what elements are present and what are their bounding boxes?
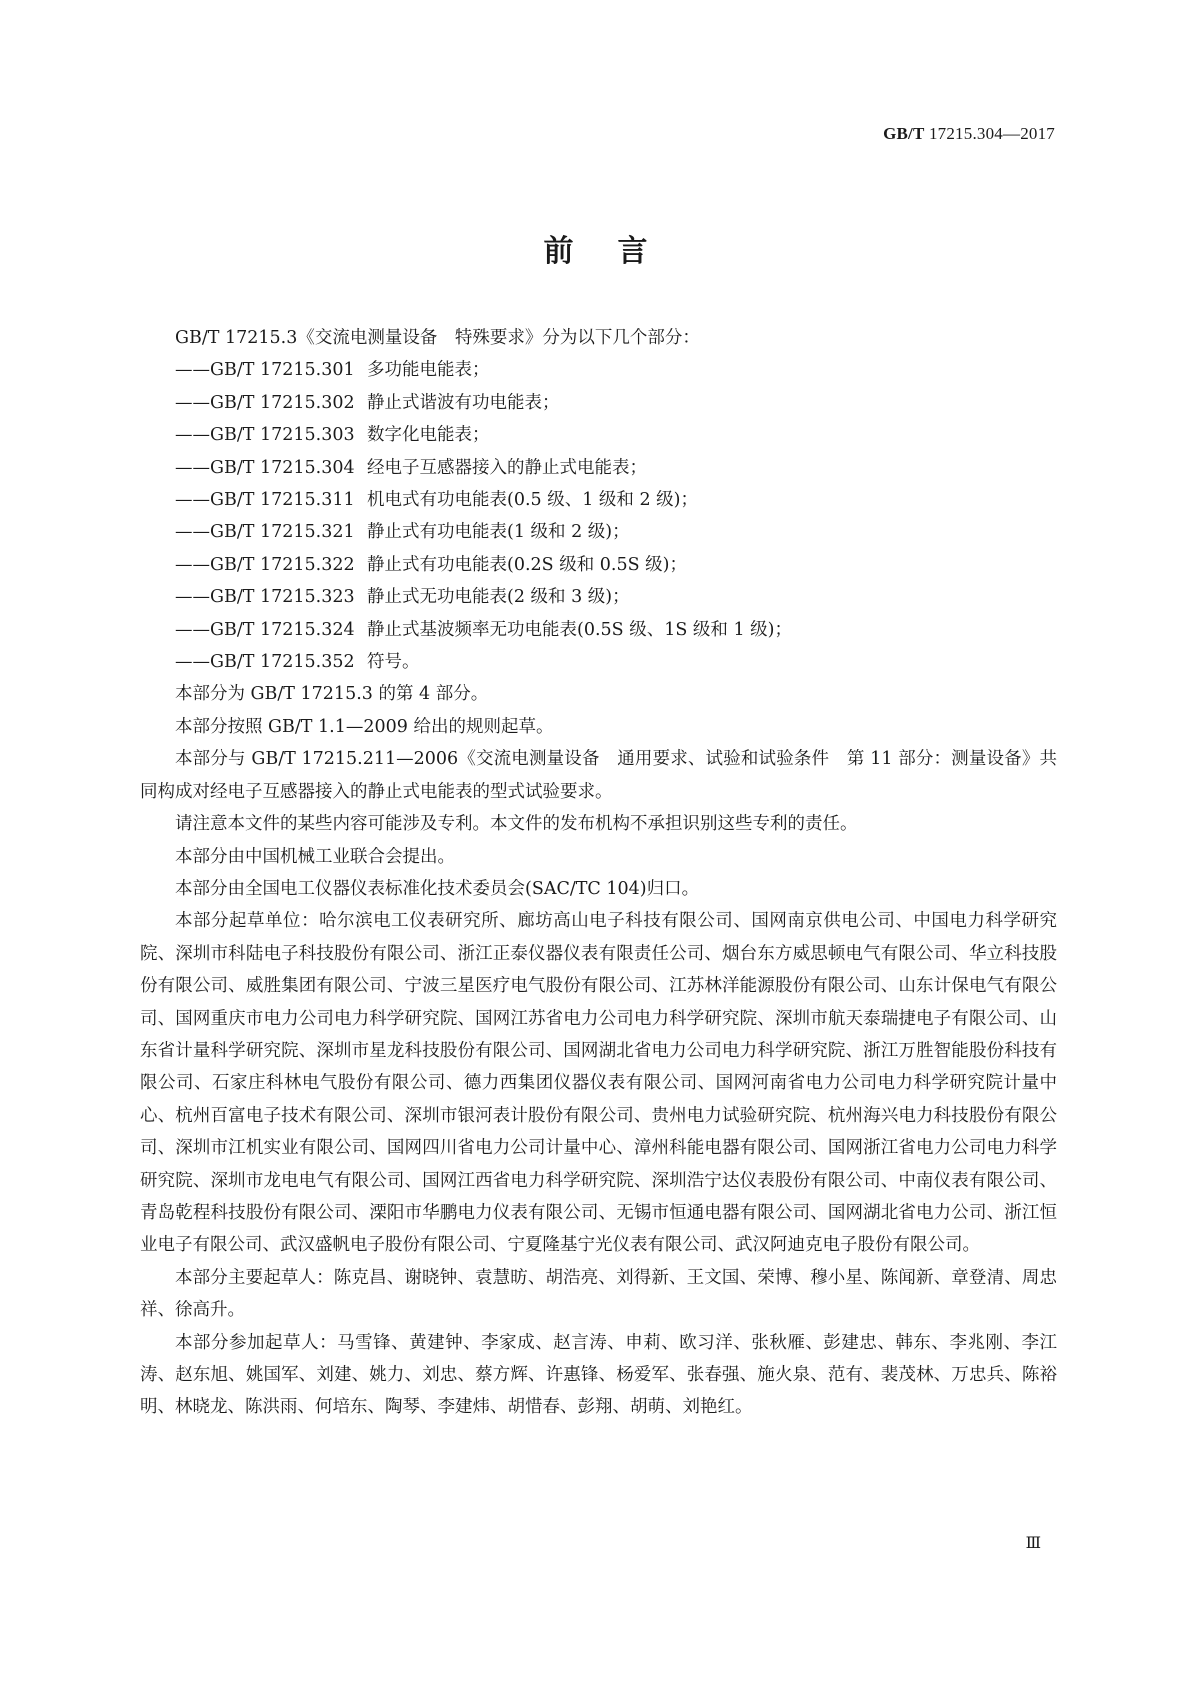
part-code: ——GB/T 17215.303: [175, 425, 355, 446]
part-list-item: [140, 419, 1057, 451]
part-list-item: [140, 354, 1057, 386]
part-code: ——GB/T 17215.352: [175, 652, 355, 673]
participating-drafters-paragraph: 本部分参加起草人：马雪锋、黄建钟、李家成、赵言涛、申莉、欧习洋、张秋雁、彭建忠、韩东、李兆刚、李江涛、赵东旭、姚国军、刘建、姚力、刘忠、蔡方辉、许惠锋、杨爱军、张春强、施火泉、范有、裴茂林、万忠兵、陈裕明、林晓龙、陈洪雨、何培东、陶琴、李建炜、胡惜春、彭翔、胡萌、刘艳红。: [140, 1332, 1057, 1418]
part-list-item: [140, 549, 1057, 581]
page-number: Ⅲ: [1025, 1535, 1041, 1552]
part-desc: 经电子互感器接入的静止式电能表；: [367, 457, 647, 478]
page-title: 前言: [543, 234, 692, 269]
part-desc: 静止式无功电能表(2 级和 3 级)；: [367, 587, 630, 608]
part-number-paragraph: 本部分为 GB/T 17215.3 的第 4 部分。: [175, 684, 489, 705]
part-list-item: [140, 646, 1057, 678]
part-desc: 多功能电能表；: [367, 360, 490, 381]
part-code: ——GB/T 17215.302: [175, 392, 355, 413]
part-list-item: [140, 452, 1057, 484]
part-list-item: [140, 581, 1057, 613]
part-desc: 数字化电能表；: [367, 425, 490, 446]
part-list-item: [140, 614, 1057, 646]
committee-paragraph: 本部分由全国电工仪器仪表标准化技术委员会(SAC/TC 104)归口。: [175, 878, 700, 899]
intro-paragraph: GB/T 17215.3《交流电测量设备 特殊要求》分为以下几个部分：: [175, 328, 700, 348]
part-list-item: [140, 516, 1057, 548]
proposer-paragraph: 本部分由中国机械工业联合会提出。: [175, 846, 455, 867]
standard-number: 17215.304—2017: [924, 124, 1055, 143]
drafting-rules-paragraph: 本部分按照 GB/T 1.1—2009 给出的规则起草。: [175, 716, 554, 737]
part-desc: 机电式有功电能表(0.5 级、1 级和 2 级)；: [367, 490, 699, 511]
part-list-item: [140, 484, 1057, 516]
part-desc: 静止式基波频率无功电能表(0.5S 级、1S 级和 1 级)；: [367, 619, 792, 640]
drafting-units-paragraph: 本部分起草单位：哈尔滨电工仪表研究所、廊坊高山电子科技有限公司、国网南京供电公司、中国电力科学研究院、深圳市科陆电子科技股份有限公司、浙江正泰仪器仪表有限责任公司、烟台东方威思顿电气有限公司、华立科技股份有限公司、威胜集团有限公司、宁波三星医疗电气股份有限公司、江苏林洋能源股份有限公司、山东计保电气有限公司、国网重庆市电力公司电力科学研究院、国网江苏省电力公司电力科学研究院、深圳市航天泰瑞捷电子有限公司、山东省计量科学研究院、深圳市星龙科技股份有限公司、国网湖北省电力公司电力科学研究院、浙江万胜智能股份科技有限公司、石家庄科林电气股份有限公司、德力西集团仪器仪表有限公司、国网河南省电力公司电力科学研究院计量中心、杭州百富电子技术有限公司、深圳市银河表计股份有限公司、贵州电力试验研究院、杭州海兴电力科技股份有限公司、深圳市江机实业有限公司、国网四川省电力公司计量中心、漳州科能电器有限公司、国网浙江省电力公司电力科学研究院、深圳市龙电电气有限公司、国网江西省电力科学研究院、深圳浩宁达仪表股份有限公司、中南仪表有限公司、青岛乾程科技股份有限公司、溧阳市华鹏电力仪表有限公司、无锡市恒通电器有限公司、国网湖北省电力公司、浙江恒业电子有限公司、武汉盛帆电子股份有限公司、宁夏隆基宁光仪表有限公司、武汉阿迪克电子股份有限公司。: [140, 911, 1057, 1256]
part-list-item: [140, 387, 1057, 419]
patent-notice-paragraph: 请注意本文件的某些内容可能涉及专利。本文件的发布机构不承担识别这些专利的责任。: [175, 814, 858, 835]
part-code: ——GB/T 17215.311: [175, 490, 355, 511]
part-desc: 静止式有功电能表(1 级和 2 级)；: [367, 522, 630, 543]
relation-paragraph: 本部分与 GB/T 17215.211—2006《交流电测量设备 通用要求、试验和试验条件 第 11 部分：测量设备》共同构成对经电子互感器接入的静止式电能表的型式试验要求。: [140, 749, 1057, 802]
standard-prefix: GB/T: [883, 124, 925, 143]
part-code: ——GB/T 17215.324: [175, 619, 355, 640]
part-desc: 静止式谐波有功电能表；: [367, 392, 560, 413]
part-code: ——GB/T 17215.321: [175, 522, 355, 543]
foreword-body: [140, 322, 1057, 1424]
main-drafters-paragraph: 本部分主要起草人：陈克昌、谢晓钟、袁慧昉、胡浩亮、刘得新、王文国、荣博、穆小星、陈闻新、章登清、周忠祥、徐高升。: [140, 1267, 1057, 1321]
part-desc: 符号。: [367, 652, 420, 673]
part-code: ——GB/T 17215.301: [175, 360, 355, 381]
part-code: ——GB/T 17215.322: [175, 554, 355, 575]
part-code: ——GB/T 17215.304: [175, 457, 355, 478]
part-desc: 静止式有功电能表(0.2S 级和 0.5S 级)；: [367, 554, 687, 575]
part-code: ——GB/T 17215.323: [175, 587, 355, 608]
standard-code: [883, 124, 1055, 144]
